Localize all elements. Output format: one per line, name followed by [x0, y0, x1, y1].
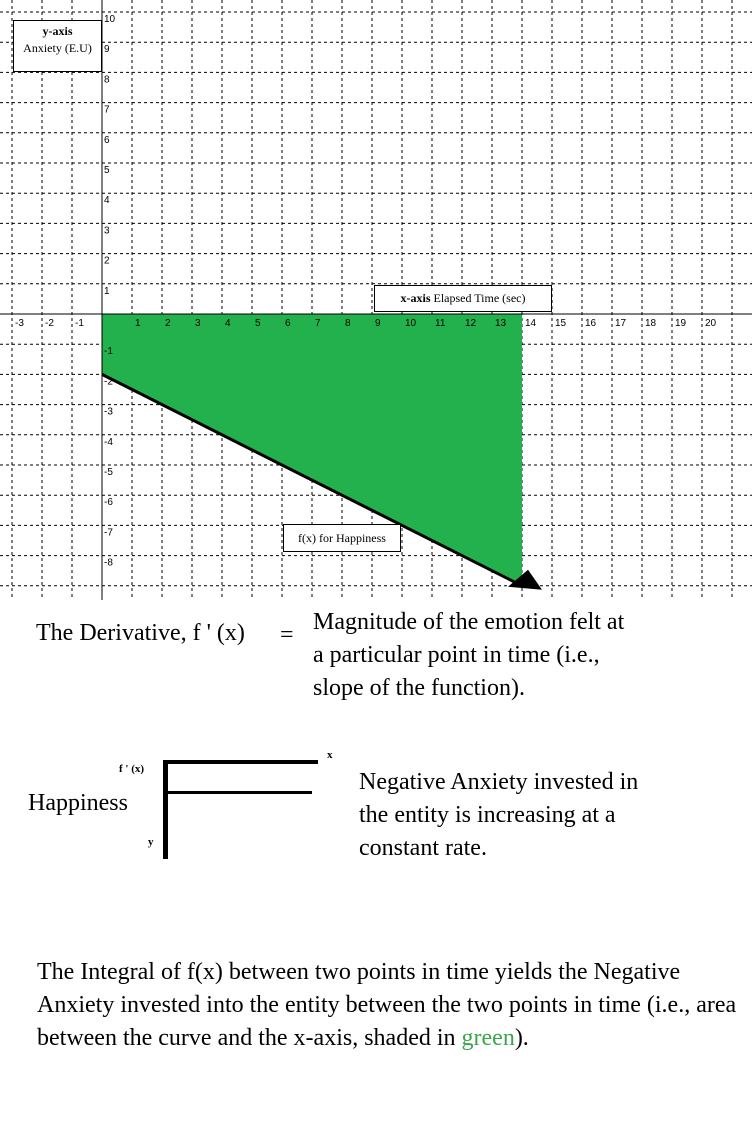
y-tick-label: 6	[104, 134, 110, 146]
equals-sign: =	[280, 622, 294, 648]
series-label: f(x) for Happiness	[283, 524, 401, 552]
y-tick-label: 10	[104, 14, 116, 25]
x-tick-label: 2	[165, 318, 171, 329]
x-tick-label: 10	[405, 318, 417, 329]
negative-desc-line: Negative Anxiety invested in	[359, 769, 639, 795]
x-tick-label: 5	[255, 318, 261, 329]
integral-text: The Integral of f(x) between two points in time yields the Negative Anxiety invested into the entity between the two points in time (i.e., area between the curve and the x-axis, shaded in	[37, 959, 737, 1051]
x-tick-label: 20	[705, 318, 717, 329]
mini-y-axis	[163, 760, 168, 859]
x-tick-label: 4	[225, 318, 231, 329]
y-tick-label: -3	[104, 406, 113, 418]
y-tick-label: 1	[104, 285, 110, 297]
derivative-desc-line: a particular point in time (i.e.,	[313, 642, 600, 668]
x-tick-label: 6	[285, 318, 291, 329]
y-tick-label: 8	[104, 74, 110, 86]
y-axis-label: Anxiety (E.U)	[23, 41, 92, 55]
x-tick-label: 19	[675, 318, 687, 329]
x-tick-label: -2	[45, 318, 54, 329]
x-tick-label: 13	[495, 318, 507, 329]
integral-green-word: green	[461, 1025, 515, 1051]
x-tick-label: -3	[15, 318, 24, 329]
negative-desc-line: the entity is increasing at a	[359, 802, 616, 828]
mini-top-line	[163, 760, 318, 764]
x-tick-label: 18	[645, 318, 657, 329]
x-axis-label: Elapsed Time (sec)	[433, 291, 526, 305]
y-tick-label: -8	[104, 557, 113, 569]
y-tick-label: 4	[104, 195, 110, 207]
y-tick-label: -4	[104, 436, 113, 448]
x-axis-label-box	[374, 285, 552, 312]
x-tick-label: 3	[195, 318, 201, 329]
y-tick-label: 3	[104, 225, 110, 237]
mini-fprime-label: f ' (x)	[119, 763, 145, 775]
integral-end: ).	[514, 1025, 529, 1051]
x-tick-label: -1	[75, 318, 84, 329]
y-axis-title: y-axis	[42, 24, 73, 38]
x-tick-label: 1	[135, 318, 141, 329]
y-tick-label: -6	[104, 497, 113, 509]
derivative-desc-line: slope of the function).	[313, 675, 525, 701]
y-tick-label: 9	[104, 44, 110, 56]
negative-anxiety-description	[359, 766, 638, 865]
mini-y-label: y	[148, 836, 154, 848]
y-tick-label: 7	[104, 104, 110, 116]
y-tick-label: 5	[104, 165, 110, 176]
x-tick-label: 11	[435, 318, 446, 329]
y-axis-label-box	[13, 20, 102, 72]
y-tick-label: -7	[104, 527, 113, 539]
x-axis-title: x-axis	[400, 291, 431, 305]
mini-x-label: x	[327, 749, 333, 761]
x-tick-label: 14	[525, 318, 537, 329]
y-tick-label: -2	[104, 376, 113, 388]
y-tick-label: -1	[104, 346, 113, 358]
integral-description	[37, 956, 737, 1055]
derivative-description	[313, 606, 624, 705]
derivative-label: The Derivative, f ' (x)	[36, 620, 245, 646]
x-tick-label: 17	[615, 318, 627, 329]
negative-desc-line: constant rate.	[359, 835, 487, 861]
mini-derivative-line	[163, 791, 312, 794]
derivative-desc-line: Magnitude of the emotion felt at	[313, 609, 625, 635]
x-tick-label: 15	[555, 318, 567, 329]
x-tick-label: 9	[375, 318, 381, 329]
y-tick-label: -5	[104, 467, 113, 478]
x-tick-label: 16	[585, 318, 597, 329]
x-tick-label: 8	[345, 318, 351, 329]
x-tick-label: 12	[465, 318, 477, 329]
x-tick-label: 7	[315, 318, 321, 329]
happiness-label: Happiness	[28, 790, 128, 816]
y-tick-label: 2	[104, 255, 110, 267]
